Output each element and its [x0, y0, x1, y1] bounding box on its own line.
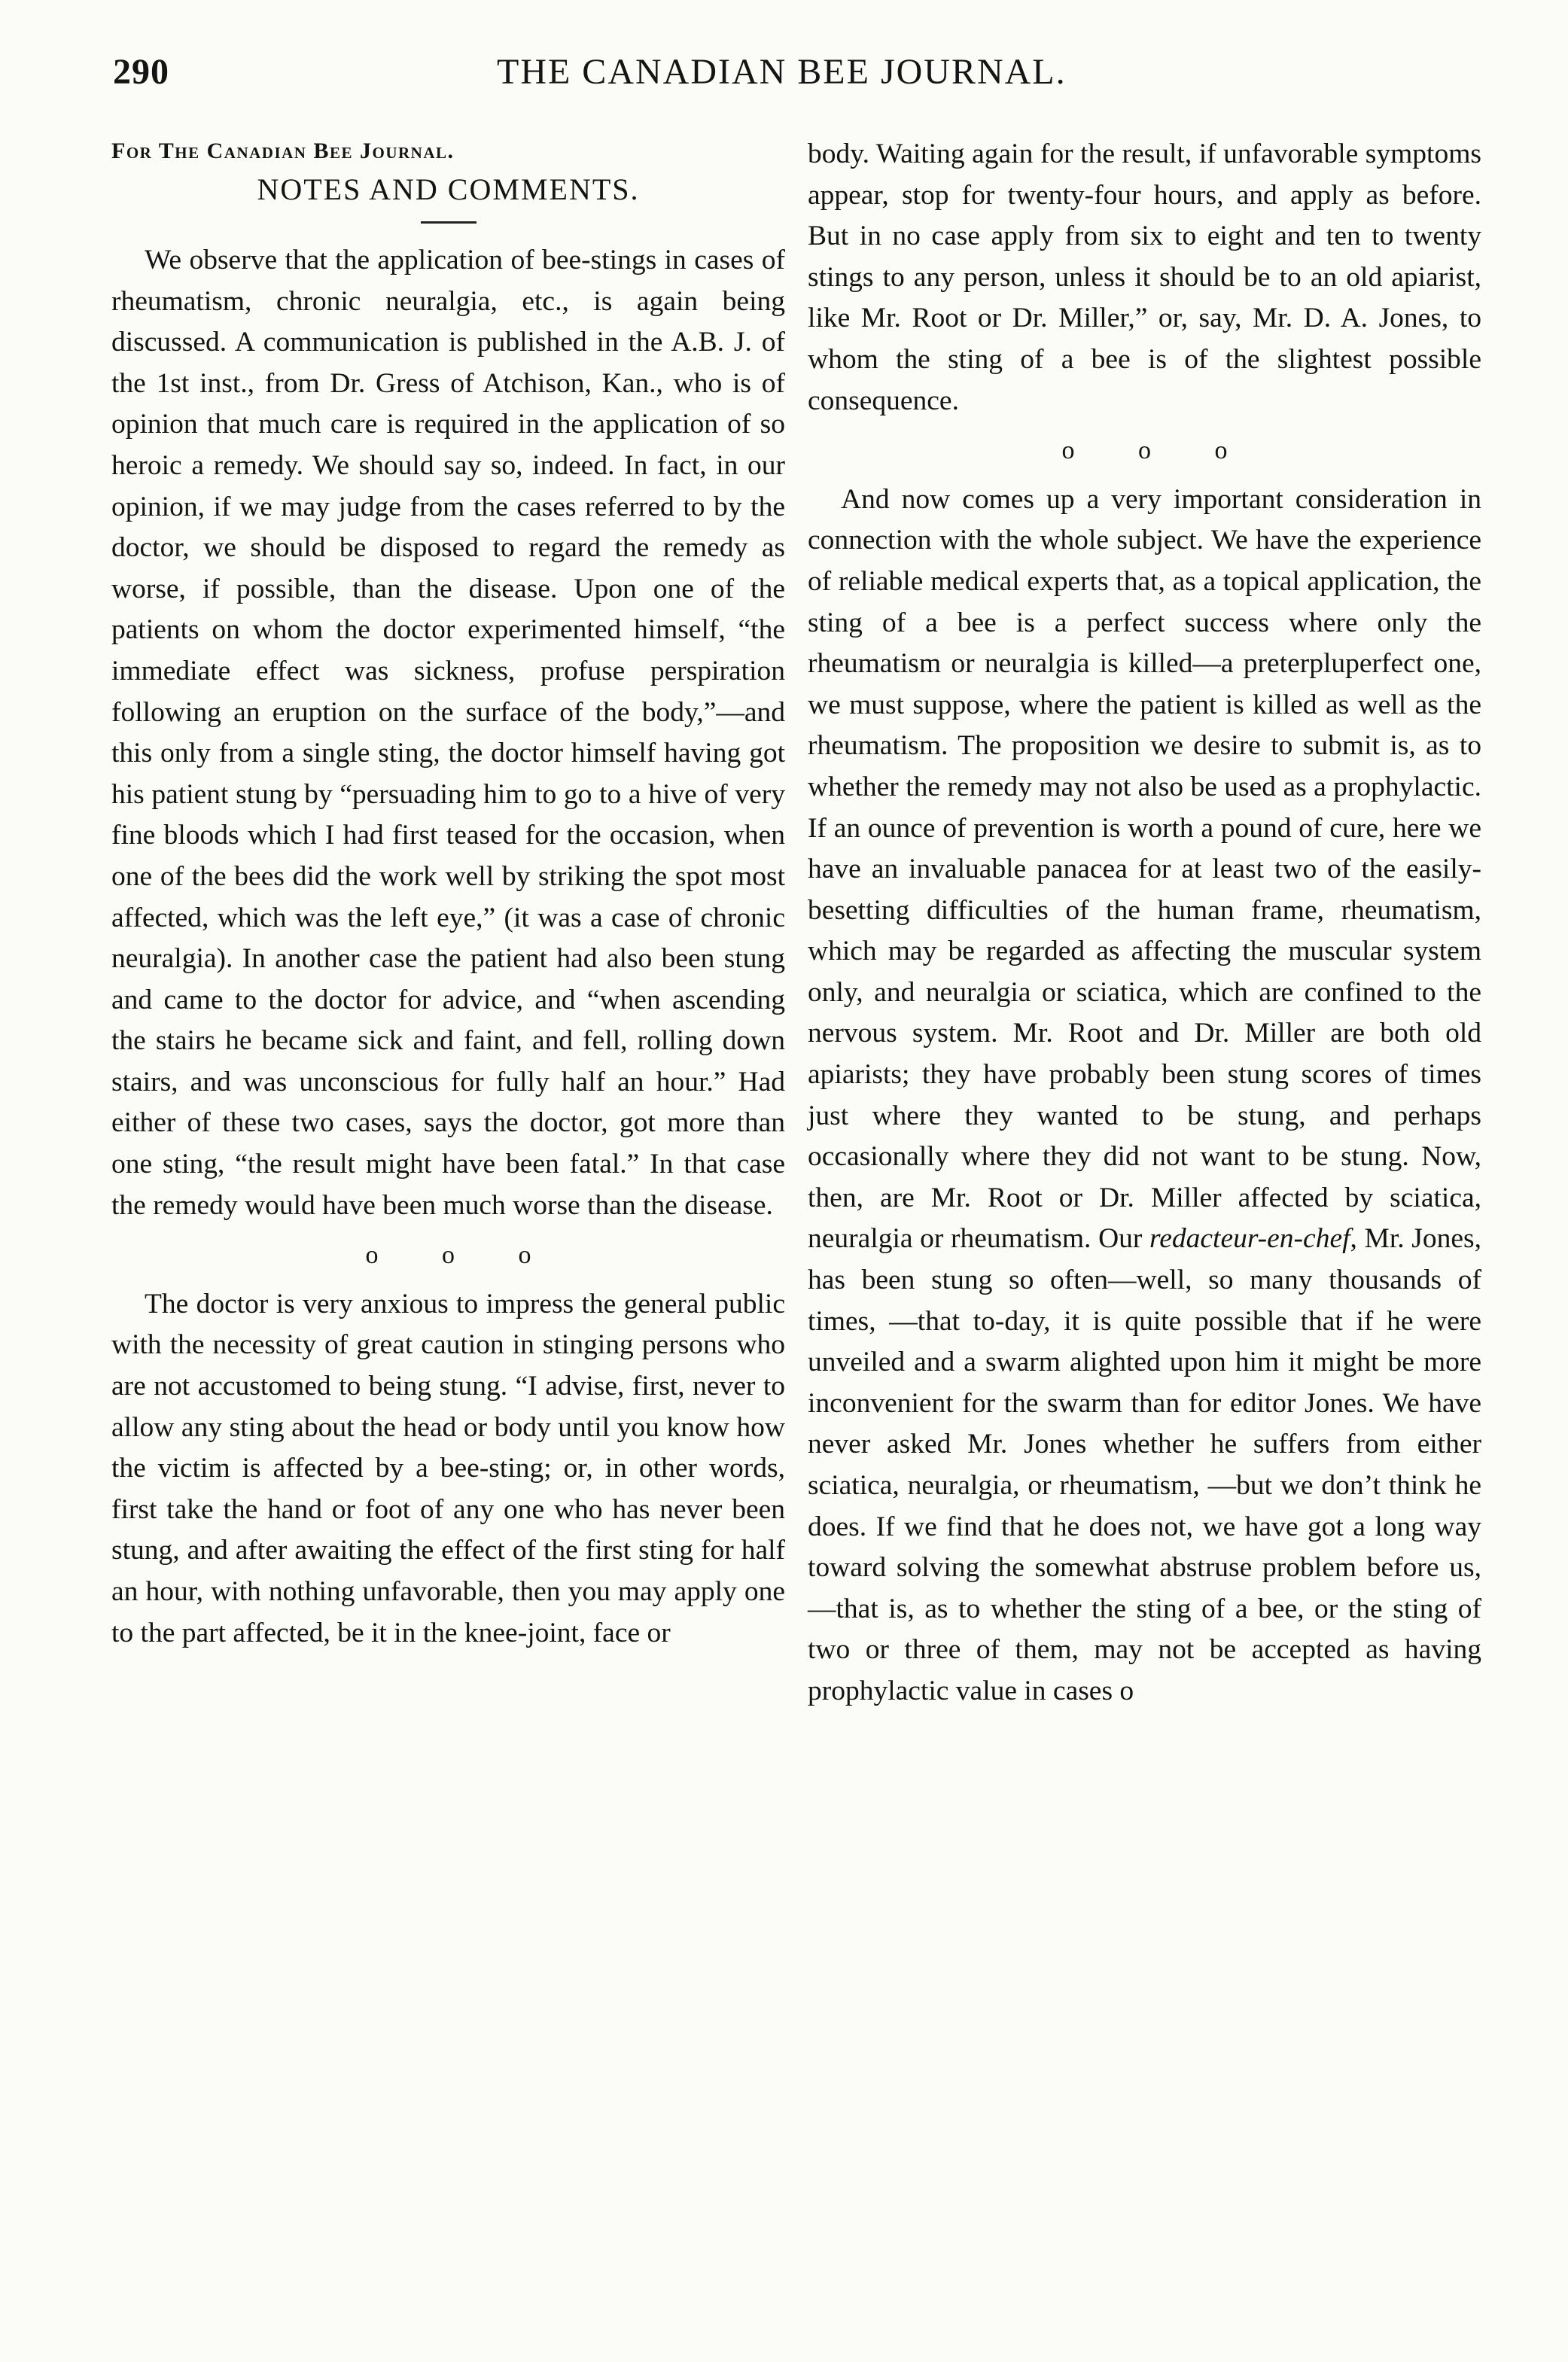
paragraph-text: And now comes up a very important consideration in connection with the whole subject. We have the experience of reliable medical experts that, as a topical application, the sting of a bee is a perfect success where only the rheumatism or neuralgia is killed—a preterpluperfect one, we must suppose, where the patient is killed as well as the rheumatism. The proposition we desire to submit is, as to whether the remedy may not also be used as a prophylactic. If an ounce of prevention is worth a pound of cure, here we have an invaluable panacea for at least two of the easily-besetting difficulties of the human frame, rheumatism, which may be regarded as affecting the muscular system only, and neuralgia or sciatica, which are confined to the nervous system. Mr. Root and Dr. Miller are both old apiarists; they have probably been stung scores of times just where they wanted to be stung, and perhaps occasionally where they did not want to be stung. Now, then, are Mr. Root or Dr. Miller affected by sciatica, neuralgia or rheumatism. Our — [808, 483, 1481, 1255]
paragraph: body. Waiting again for the result, if unfavorable symptoms appear, stop for twenty-four hours, and apply as before. But in no case apply from six to eight and ten to twenty stings to any person, unless it should be to an old apiarist, like Mr. Root or Dr. Miller,” or, say, Mr. D. A. Jones, to whom the sting of a bee is of the slightest possible consequence. — [808, 138, 1481, 416]
paragraph: We observe that the application of bee-stings in cases of rheumatism, chronic neuralgia, etc., is again being discussed. A communication is published in the A.B. J. of the 1st inst., from Dr. Gress of Atchison, Kan., who is of opinion that much care is required in the application of so heroic a remedy. We should say so, indeed. In fact, in our opinion, if we may judge from the cases referred to by the doctor, we should be disposed to regard the remedy as worse, if possible, than the disease. Upon one of the patients on whom the doctor experimented himself, “the immediate effect was sickness, profuse perspiration following an eruption on the surface of the body,”—and this only from a single sting, the doctor himself having got his patient stung by “persuading him to go to a hive of very fine bloods which I had first teased for the occasion, when one of the bees did the work well by striking the spot most affected, which was the left eye,” (it was a case of chronic neuralgia). In another case the patient had also been stung and came to the doctor for advice, and “when ascending the stairs he became sick and faint, and fell, rolling down stairs, and was unconscious for fully half an hour.” Had either of these two cases, says the doctor, got more than one sting, “the result might have been fatal.” In that case the remedy would have been much worse than the disease. — [111, 245, 785, 1221]
paragraph — [808, 479, 1481, 1712]
section-separator: o o o — [1061, 437, 1256, 465]
right-column — [808, 134, 1481, 1712]
title-rule — [421, 221, 476, 224]
page-header — [0, 51, 1568, 104]
section-separator: o o o — [365, 1241, 560, 1270]
running-title: THE CANADIAN BEE JOURNAL. — [497, 52, 1067, 92]
page-number: 290 — [113, 52, 169, 92]
left-column — [111, 134, 785, 1654]
byline: For The Canadian Bee Journal. — [111, 138, 455, 163]
paragraph-text: , Mr. Jones, has been stung so often—well, so many thousands of times, —that to-day, it is quite possible that if he were unveiled and a swarm alighted upon him it might be more inconvenient for the swarm than for editor Jones. We have never asked Mr. Jones whether he suffers from either sciatica, neuralgia, or rheumatism, —but we don’t think he does. If we find that he does not, we have got a long way toward solving the somewhat abstruse problem before us,—that is, as to whether the sting of a bee, or the sting of two or three of them, may not be accepted as having prophylactic value in cases o — [808, 1223, 1481, 1706]
paragraph: The doctor is very anxious to impress the general public with the necessity of great caution in stinging persons who are not accustomed to being stung. “I advise, first, never to allow any sting about the head or body until you know how the victim is affected by a bee-sting; or, in other words, first take the hand or foot of any one who has never been stung, and after awaiting the effect of the first sting for half an hour, with nothing unfavorable, then you may apply one to the part affected, be it in the knee-joint, face or — [111, 1288, 785, 1648]
italic-term: redacteur-en-chef — [1149, 1223, 1350, 1255]
section-title: NOTES AND COMMENTS. — [257, 172, 640, 206]
